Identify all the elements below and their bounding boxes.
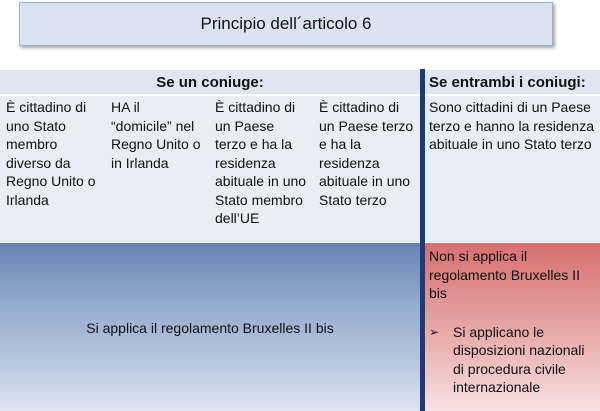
page-title: Principio dell´articolo 6 (19, 2, 553, 46)
condition-cell-domicile: HA il “domicile” nel Regno Unito o in Irlanda (105, 96, 209, 242)
arrow-bullet-icon: ➢ (429, 324, 440, 339)
condition-cell-third-country-third-residence: È cittadino di un Paese terzo e ha la residenza abituale in uno Stato terzo (313, 96, 420, 242)
national-rules-bullet (429, 323, 594, 397)
one-spouse-header: Se un coniuge: (0, 69, 420, 95)
condition-cell-both-spouses: Sono cittadini di un Paese terzo e hanno la residenza abituale in uno Stato terzo (425, 96, 600, 242)
result-applies-box (0, 243, 420, 411)
national-rules-text: Si applicano le disposizioni nazionali di procedura civile internazionale (453, 323, 585, 395)
result-not-applies-box (425, 243, 600, 411)
column-separator (420, 69, 425, 411)
both-spouses-header: Se entrambi i coniugi: (425, 69, 600, 95)
result-not-applies-text: Non si applica il regolamento Bruxelles II bis (429, 248, 580, 301)
condition-cell-eu-citizen: È cittadino di uno Stato membro diverso da Regno Unito o Irlanda (0, 96, 105, 242)
result-applies-text: Si applica il regolamento Bruxelles II bis (86, 320, 334, 336)
condition-cell-third-country-eu-residence: È cittadino di un Paese terzo e ha la residenza abituale in uno Stato membro dell’UE (209, 96, 313, 242)
